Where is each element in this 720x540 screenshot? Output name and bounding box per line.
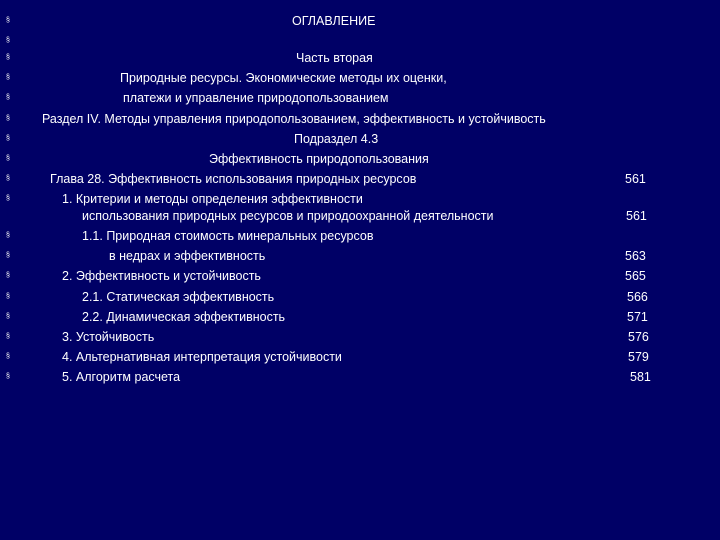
toc-part-title-line-1: Природные ресурсы. Экономические методы их оценки, — [120, 71, 447, 85]
toc-line-part — [0, 48, 720, 68]
toc-line-heading — [0, 11, 720, 31]
toc-entry-label: 4. Альтернативная интерпретация устойчивости — [62, 350, 342, 364]
bullet-icon: § — [6, 37, 10, 44]
toc-entry — [0, 327, 720, 347]
toc-subsection-title: Эффективность природопользования — [209, 152, 429, 166]
toc-entry-page: 565 — [625, 269, 646, 283]
bullet-icon: § — [6, 175, 10, 182]
bullet-icon: § — [6, 54, 10, 61]
toc-entry — [0, 307, 720, 327]
bullet-icon: § — [6, 333, 10, 340]
toc-line-part-title-2 — [0, 88, 720, 108]
bullet-icon: § — [6, 155, 10, 162]
bullet-icon: § — [6, 94, 10, 101]
toc-entry — [0, 226, 720, 246]
bullet-icon: § — [6, 195, 10, 202]
toc-entry-label: 3. Устойчивость — [62, 330, 155, 344]
toc-line-part-title-1 — [0, 68, 720, 88]
toc-entry-label: 1.1. Природная стоимость минеральных ресурсов — [82, 229, 374, 243]
toc-chapter-label: Глава 28. Эффективность использования природных ресурсов — [50, 172, 417, 186]
bullet-icon: § — [6, 252, 10, 259]
toc-entry-label: 2.1. Статическая эффективность — [82, 290, 275, 304]
toc-subsection: Подраздел 4.3 — [294, 132, 379, 146]
bullet-icon: § — [6, 272, 10, 279]
toc-line-chapter — [0, 169, 720, 189]
toc-entry-label: 2. Эффективность и устойчивость — [62, 269, 261, 283]
toc-chapter-page: 561 — [625, 172, 646, 186]
bullet-icon: § — [6, 313, 10, 320]
bullet-icon: § — [6, 293, 10, 300]
bullet-icon: § — [6, 135, 10, 142]
toc-entry — [0, 367, 720, 387]
toc-heading: ОГЛАВЛЕНИЕ — [292, 14, 376, 28]
toc-entry-page: 581 — [630, 370, 651, 384]
toc-entry — [0, 287, 720, 307]
toc-part-title-line-2: платежи и управление природопользованием — [123, 91, 389, 105]
bullet-icon: § — [6, 115, 10, 122]
toc-entry-page: 576 — [628, 330, 649, 344]
toc-entry-page: 566 — [627, 290, 648, 304]
toc-entry-label: 1. Критерии и методы определения эффективности — [62, 192, 363, 206]
toc-entry-label: использования природных ресурсов и природоохранной деятельности — [82, 209, 494, 223]
bullet-icon: § — [6, 74, 10, 81]
bullet-icon: § — [6, 373, 10, 380]
toc-entry-label: в недрах и эффективность — [109, 249, 266, 263]
toc-entry-page: 563 — [625, 249, 646, 263]
toc-line-section — [0, 109, 720, 129]
toc-part: Часть вторая — [296, 51, 373, 65]
toc-entry-page: 579 — [628, 350, 649, 364]
bullet-icon: § — [6, 232, 10, 239]
toc-entry-page: 571 — [627, 310, 648, 324]
toc-entry — [0, 206, 720, 226]
toc-section: Раздел IV. Методы управления природопользованием, эффективность и устойчивость — [42, 112, 546, 126]
toc-entry-label: 5. Алгоритм расчета — [62, 370, 181, 384]
toc-entry — [0, 246, 720, 266]
toc-entry — [0, 347, 720, 367]
toc-entry-label: 2.2. Динамическая эффективность — [82, 310, 286, 324]
toc-entry-page: 561 — [626, 209, 647, 223]
toc-line-subsection-title — [0, 149, 720, 169]
bullet-icon: § — [6, 353, 10, 360]
bullet-icon: § — [6, 17, 10, 24]
toc-entry — [0, 266, 720, 286]
toc-line-subsection — [0, 129, 720, 149]
